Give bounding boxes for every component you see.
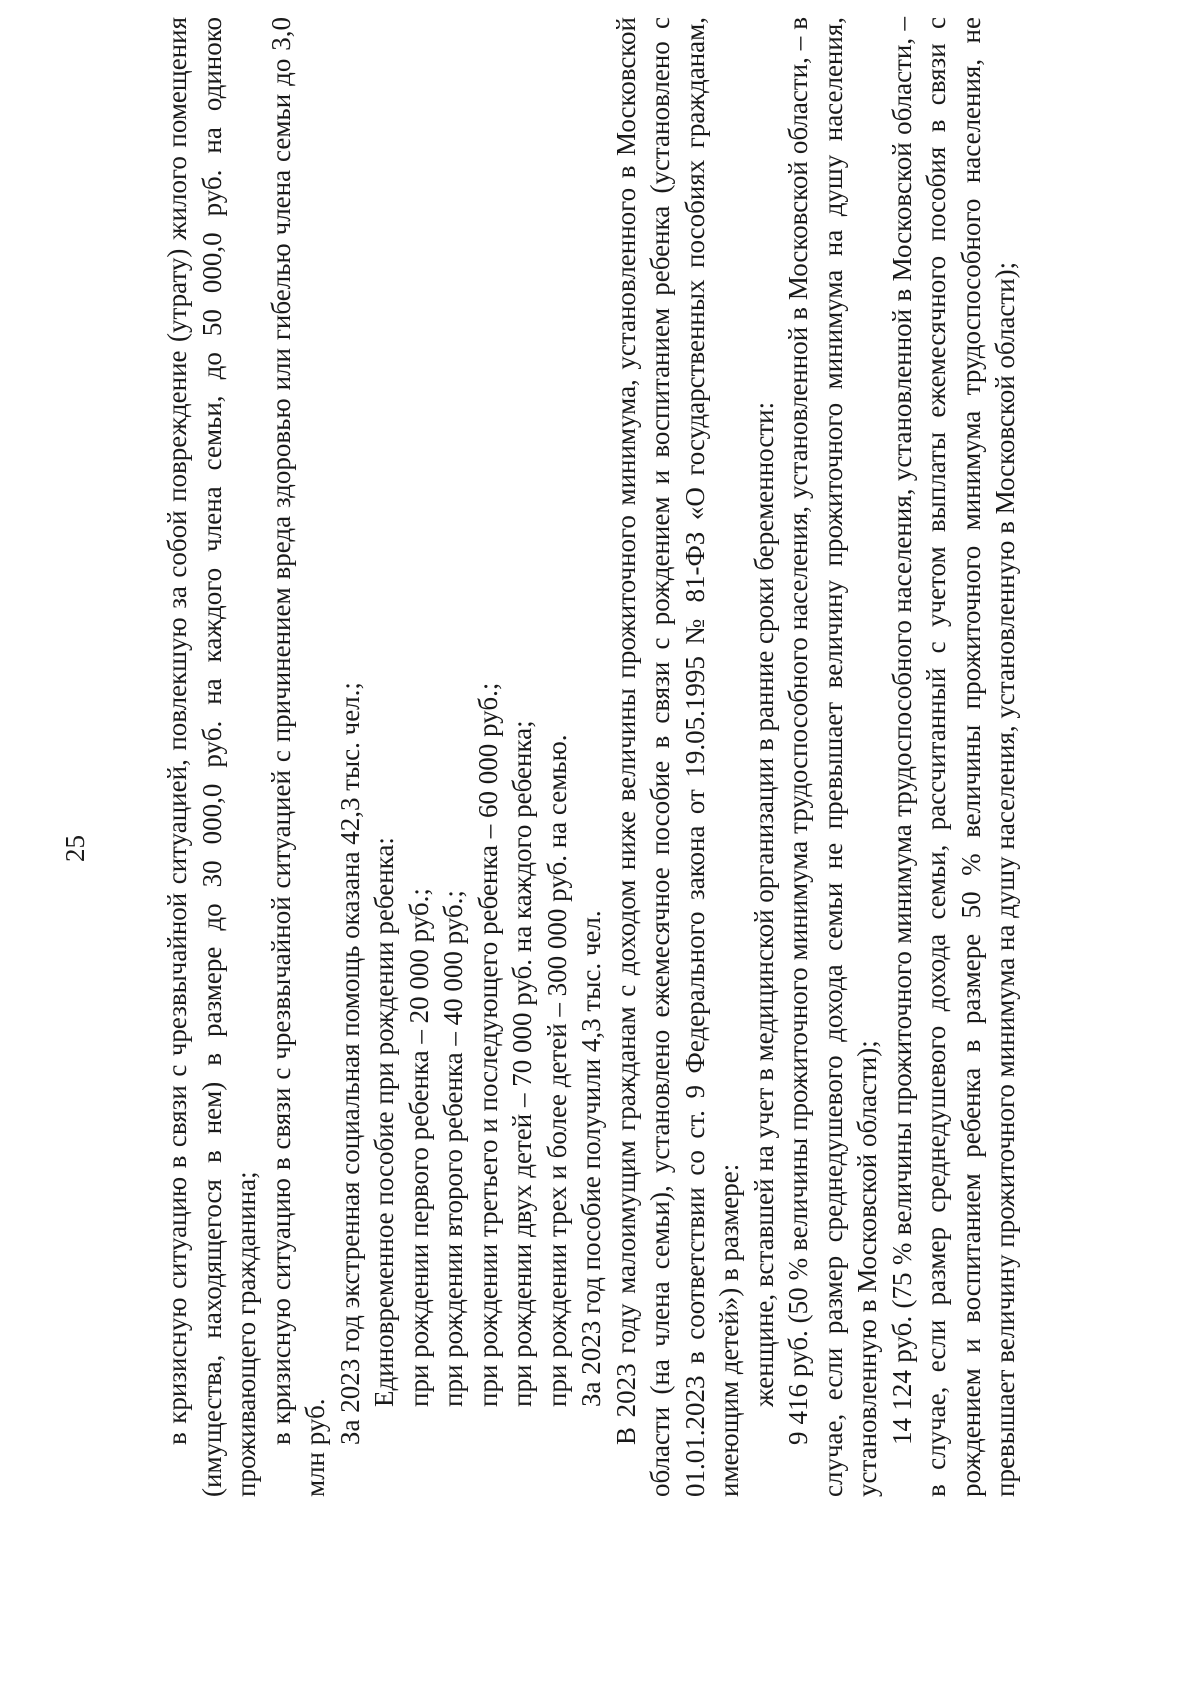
list-item-triplets: при рождении трех и более детей – 300 000 руб. на семью. xyxy=(541,734,572,1407)
paragraph-monthly-benefit: В 2023 году малоимущим гражданам с доходом ниже величины прожиточного минимума, установленного в Московской области (на члена семьи), установлено ежемесячное пособие в связи с рождением и воспитанием ребенка (установлено с 01.01.2023 в соответствии со ст. 9 Федерального закона от 19.05.1995 № 81-ФЗ «О государственных пособиях гражданам, имеющим детей») в размере: xyxy=(610,17,744,1497)
list-item-twins: при рождении двух детей – 70 000 руб. на каждого ребенка; xyxy=(507,720,537,1407)
paragraph-birth-benefit-total: За 2023 год пособие получили 4,3 тыс. чел. xyxy=(576,910,606,1407)
paragraph-crisis-housing: в кризисную ситуацию в связи с чрезвычайной ситуацией, повлекшую за собой повреждение (утрату) жилого помещения (имущества, находящегося в нем) в размере до 30 000,0 руб. на каждого члена семьи, до 50 000,0 руб. на одиноко проживающего гражданина; xyxy=(162,17,261,1497)
paragraph-amount-9416: 9 416 руб. (50 % величины прожиточного минимума трудоспособного населения, установленной в Московской области, – в случае, если размер среднедушевого дохода семьи не превышает величину прожиточного минимума на душу населения, установленную в Московской области); xyxy=(783,17,882,1497)
page-number: 25 xyxy=(60,835,90,862)
paragraph-emergency-help-total: За 2023 год экстренная социальная помощь оказана 42,3 тыс. чел.; xyxy=(334,682,365,1445)
paragraph-crisis-health: в кризисную ситуацию в связи с чрезвычайной ситуацией с причинением вреда здоровью или гибелью члена семьи до 3,0 млн руб. xyxy=(265,17,330,1497)
document-body xyxy=(160,17,1023,1497)
paragraph-pregnancy-registration: женщине, вставшей на учет в медицинской организации в ранние сроки беременности: xyxy=(748,401,779,1407)
list-item-second-child: при рождении второго ребенка – 40 000 руб.; xyxy=(438,890,468,1407)
list-item-first-child: при рождении первого ребенка – 20 000 руб.; xyxy=(403,888,434,1407)
paragraph-birth-benefit-heading: Единовременное пособие при рождении ребенка: xyxy=(369,837,399,1407)
list-item-third-child: при рождении третьего и последующего ребенка – 60 000 руб.; xyxy=(472,682,503,1407)
paragraph-amount-14124: 14 124 руб. (75 % величины прожиточного минимума трудоспособного населения, установленной в Московской области, – в случае, если размер среднедушевого дохода семьи, рассчитанный с учетом выплаты ежемесячного пособия в связи с рождением и воспитанием ребенка в размере 50 % величины прожиточного минимума трудоспособного населения, не превышает величину прожиточного минимума на душу населения, установленную в Московской области); xyxy=(886,17,1020,1497)
